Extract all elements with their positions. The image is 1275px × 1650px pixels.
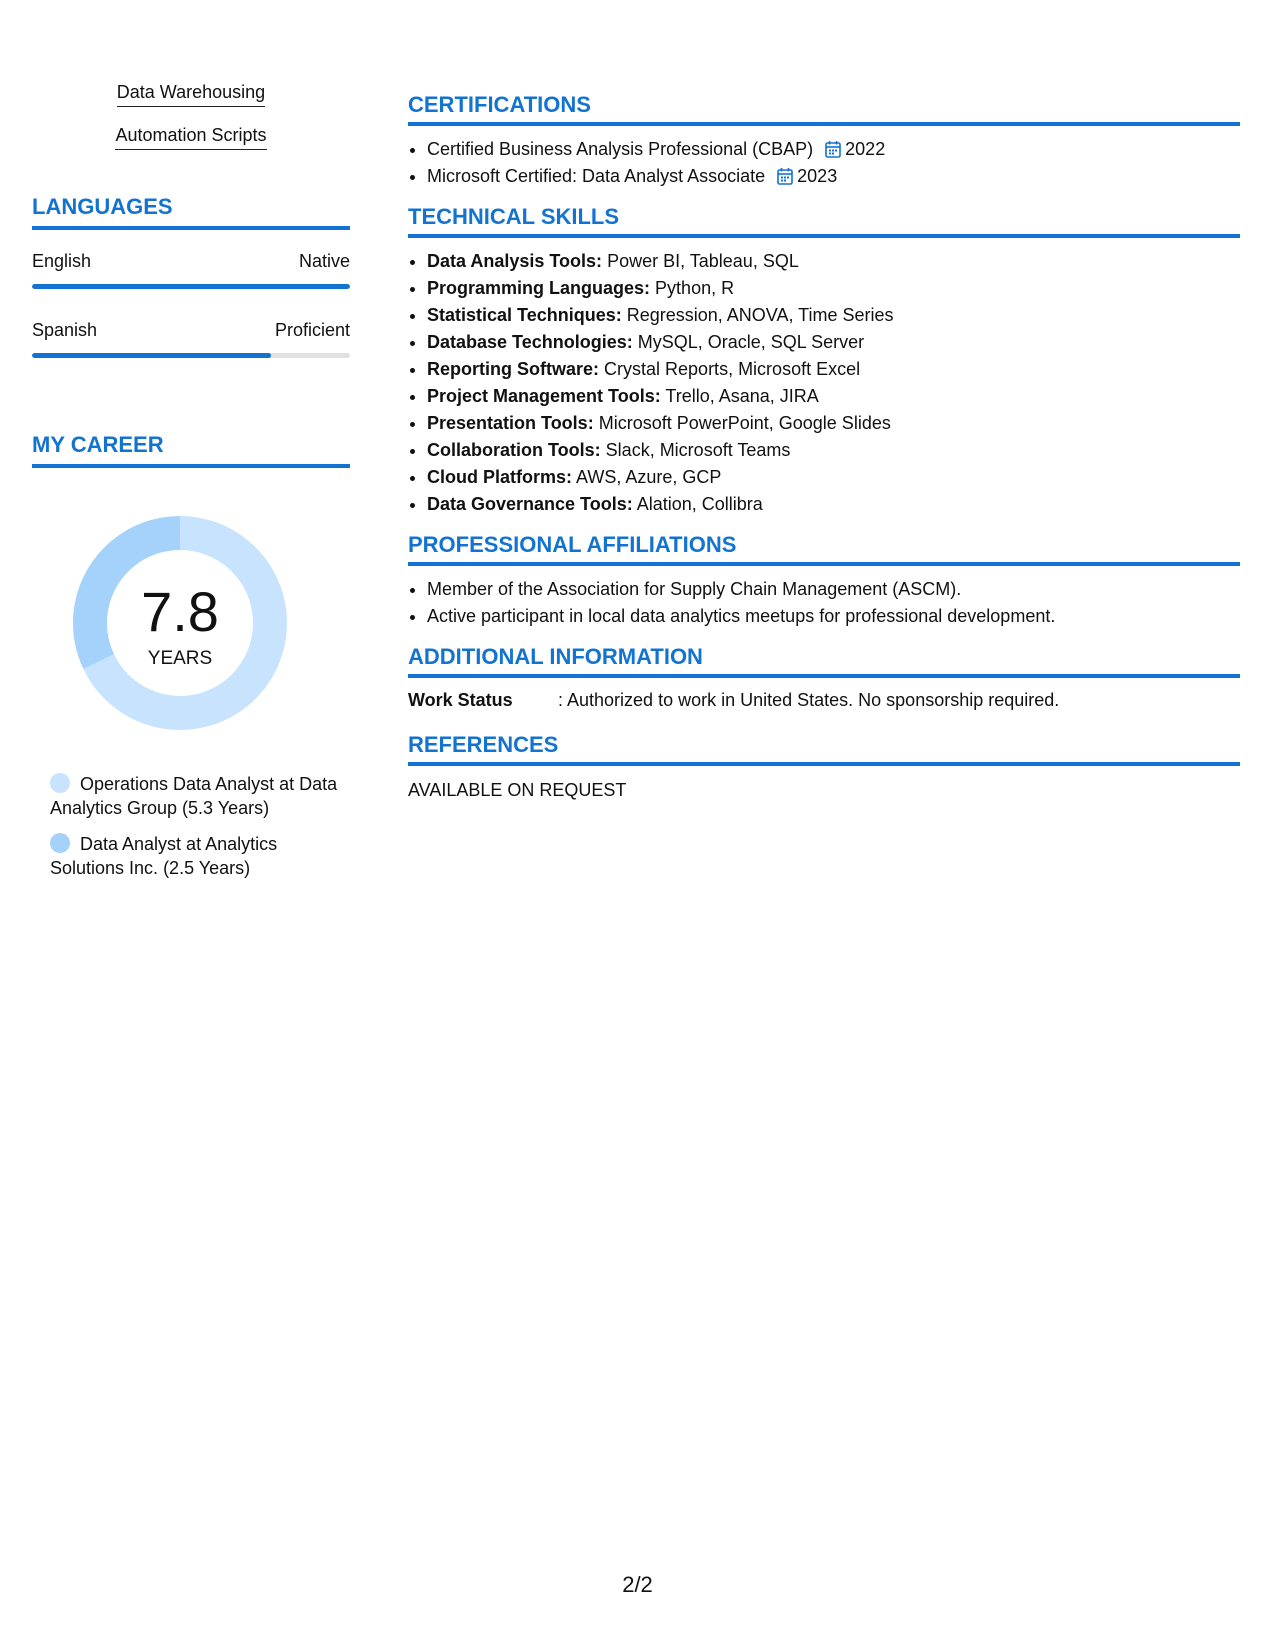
career-entry-label: Data Analyst at Analytics Solutions Inc. (2.5 Years) (50, 834, 278, 878)
skill-value: Regression, ANOVA, Time Series (626, 305, 894, 325)
language-name: Spanish (32, 320, 98, 340)
skill-value: MySQL, Oracle, SQL Server (637, 332, 865, 352)
skill-label: Collaboration Tools: (427, 440, 601, 460)
right-column (408, 92, 1240, 816)
career-total-unit: YEARS (147, 648, 213, 669)
skill-value: Trello, Asana, JIRA (665, 386, 819, 406)
skill-item (427, 437, 1240, 464)
references-text: AVAILABLE ON REQUEST (408, 780, 627, 800)
technical-skills-title: TECHNICAL SKILLS (408, 204, 1240, 238)
skill-value: Power BI, Tableau, SQL (607, 251, 799, 271)
skill-item (427, 410, 1240, 437)
languages-title: LANGUAGES (32, 194, 350, 230)
skill-label: Project Management Tools: (427, 386, 661, 406)
skill-value: Python, R (655, 278, 735, 298)
calendar-icon (825, 140, 841, 158)
certification-item (427, 163, 1240, 190)
skill-item (427, 302, 1240, 329)
career-section (32, 432, 350, 880)
career-donut-chart (65, 508, 295, 738)
skill-value: Alation, Collibra (636, 494, 763, 514)
legend-dot (50, 773, 70, 793)
career-total-years: 7.8 (141, 580, 219, 643)
career-entry-label: Operations Data Analyst at Data Analytics Group (5.3 Years) (50, 774, 338, 818)
page-indicator: 2/2 (622, 1572, 653, 1597)
skill-label: Reporting Software: (427, 359, 600, 379)
languages-section (32, 194, 350, 358)
skill-label: Cloud Platforms: (427, 467, 573, 487)
skill-item (427, 464, 1240, 491)
certification-name: Certified Business Analysis Professional (CBAP) (427, 139, 814, 159)
skill-value: Crystal Reports, Microsoft Excel (604, 359, 861, 379)
left-column (32, 80, 350, 892)
skill-item (427, 275, 1240, 302)
language-row-english (32, 250, 350, 272)
skill-tag-data-warehousing: Data Warehousing (117, 80, 265, 107)
skill-item (427, 248, 1240, 275)
technical-skills-section (408, 204, 1240, 518)
career-legend-item (50, 832, 340, 880)
certifications-section (408, 92, 1240, 190)
skill-label: Presentation Tools: (427, 413, 594, 433)
skill-label: Statistical Techniques: (427, 305, 622, 325)
calendar-icon (777, 167, 793, 185)
skill-item (427, 383, 1240, 410)
certification-name: Microsoft Certified: Data Analyst Associate (427, 166, 766, 186)
legend-dot (50, 833, 70, 853)
certification-year: 2023 (797, 166, 838, 186)
language-name: English (32, 251, 92, 271)
skill-label: Programming Languages: (427, 278, 651, 298)
career-legend-item (50, 772, 340, 820)
affiliations-title: PROFESSIONAL AFFILIATIONS (408, 532, 1240, 566)
skill-label: Database Technologies: (427, 332, 633, 352)
affiliations-section (408, 532, 1240, 630)
skill-label: Data Analysis Tools: (427, 251, 603, 271)
certification-year: 2022 (845, 139, 886, 159)
affiliation-item: • Member of the Association for Supply Chain Management (ASCM). (427, 576, 1240, 603)
skill-item (427, 356, 1240, 383)
language-bar (32, 284, 350, 289)
career-legend (50, 772, 350, 880)
skill-value: Microsoft PowerPoint, Google Slides (598, 413, 891, 433)
skill-item (427, 491, 1240, 518)
language-bar-fill (32, 353, 271, 358)
references-section (408, 732, 1240, 802)
skill-tag-automation-scripts: Automation Scripts (115, 123, 266, 150)
certifications-title: CERTIFICATIONS (408, 92, 1240, 126)
language-bar (32, 353, 350, 358)
affiliation-item: • Active participant in local data analytics meetups for professional development. (427, 603, 1240, 630)
language-row-spanish (32, 319, 350, 341)
references-title: REFERENCES (408, 732, 1240, 766)
skill-item (427, 329, 1240, 356)
certification-item (427, 136, 1240, 163)
work-status-row (408, 688, 1240, 712)
work-status-value: : Authorized to work in United States. No sponsorship required. (558, 690, 1060, 710)
career-title: MY CAREER (32, 432, 350, 468)
language-level: Native (298, 251, 350, 271)
work-status-label: Work Status (408, 690, 513, 710)
language-bar-fill (32, 284, 350, 289)
additional-info-section (408, 644, 1240, 712)
additional-info-title: ADDITIONAL INFORMATION (408, 644, 1240, 678)
skill-value: AWS, Azure, GCP (576, 467, 722, 487)
skill-value: Slack, Microsoft Teams (605, 440, 791, 460)
language-level: Proficient (274, 320, 350, 340)
skill-label: Data Governance Tools: (427, 494, 633, 514)
